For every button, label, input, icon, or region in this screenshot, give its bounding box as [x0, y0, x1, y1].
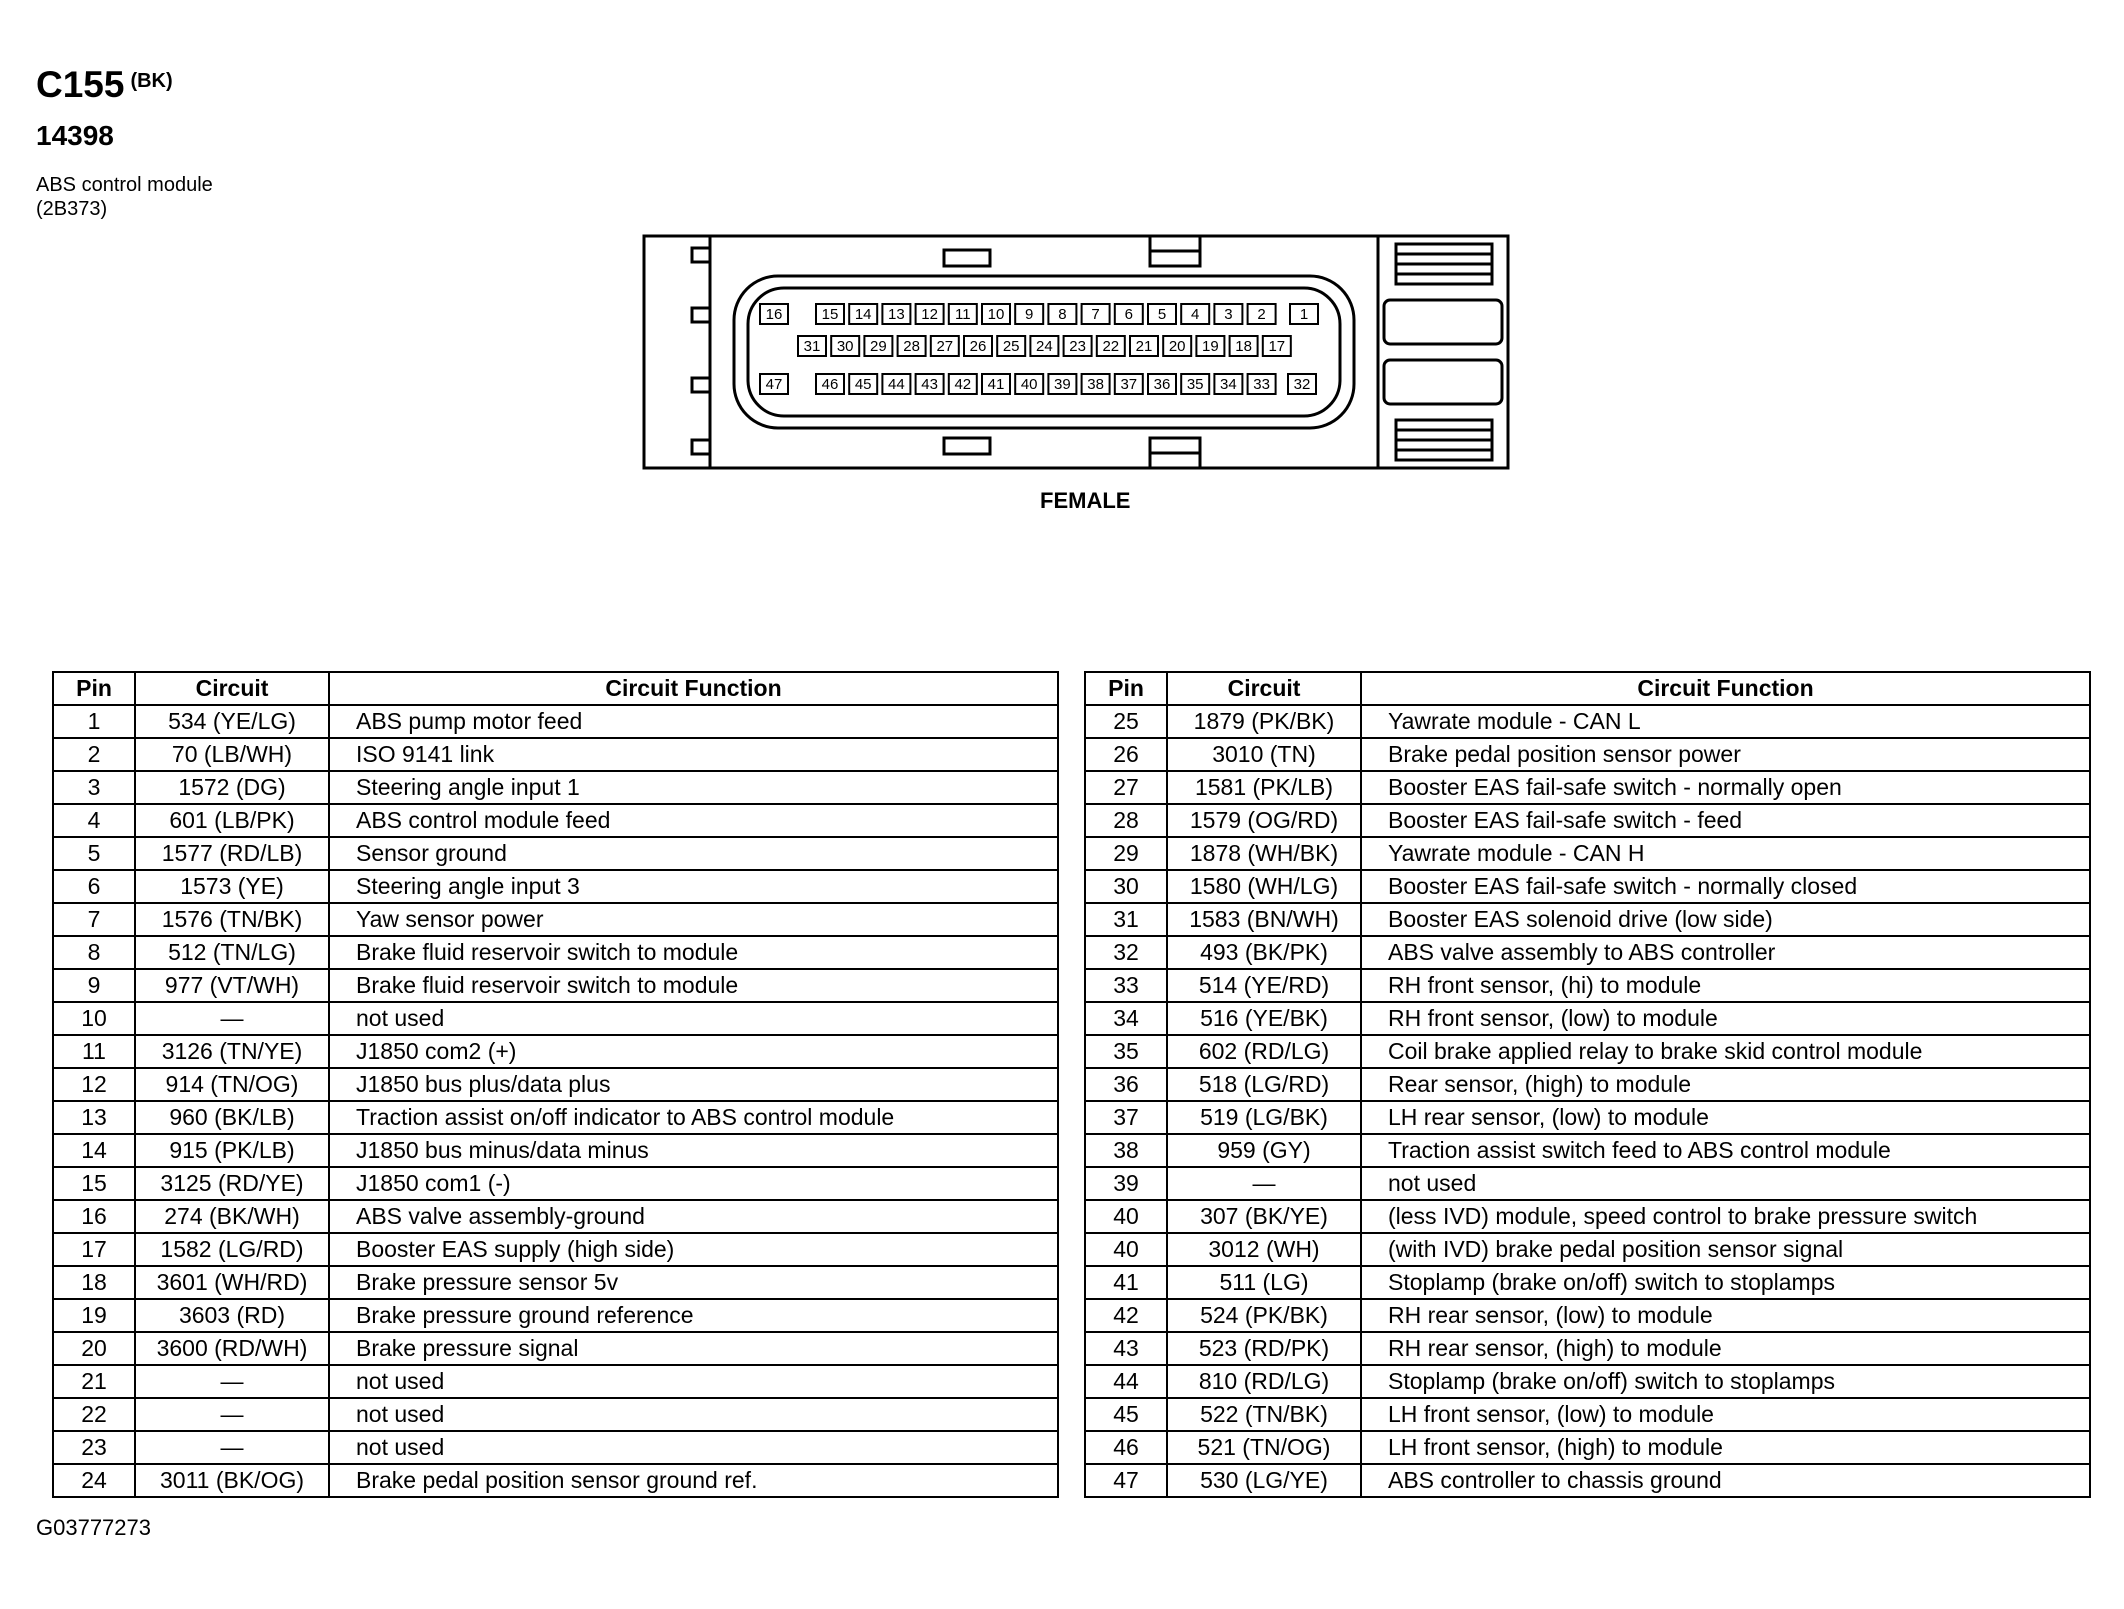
pin-label: 6 — [1124, 306, 1133, 323]
pin-cell: 18 — [53, 1266, 135, 1299]
function-cell: LH rear sensor, (low) to module — [1361, 1101, 2090, 1134]
pin-cell: 20 — [53, 1332, 135, 1365]
pin-cell: 46 — [1085, 1431, 1167, 1464]
table-row — [1085, 771, 2090, 804]
circuit-cell: 518 (LG/RD) — [1167, 1068, 1361, 1101]
circuit-cell: 960 (BK/LB) — [135, 1101, 329, 1134]
table-row — [1085, 804, 2090, 837]
pin-label: 45 — [854, 376, 872, 393]
pin-label: 3 — [1224, 306, 1233, 323]
latch-tab — [692, 378, 710, 392]
pin-cell: 47 — [1085, 1464, 1167, 1497]
pin-label: 7 — [1091, 306, 1100, 323]
table-row — [53, 1035, 1058, 1068]
function-cell: Yaw sensor power — [329, 903, 1058, 936]
pin-cell: 15 — [53, 1167, 135, 1200]
table-row — [53, 738, 1058, 771]
pin-cell: 27 — [1085, 771, 1167, 804]
pin-label: 35 — [1186, 376, 1204, 393]
pin-label: 2 — [1257, 306, 1266, 323]
pin-cell: 42 — [1085, 1299, 1167, 1332]
circuit-cell: 3011 (BK/OG) — [135, 1464, 329, 1497]
table-row — [1085, 936, 2090, 969]
function-cell: ABS valve assembly to ABS controller — [1361, 936, 2090, 969]
pin-label: 23 — [1069, 338, 1086, 355]
pin-cell: 35 — [1085, 1035, 1167, 1068]
module-code: (2B373) — [36, 198, 108, 220]
circuit-cell: 521 (TN/OG) — [1167, 1431, 1361, 1464]
table-row — [1085, 969, 2090, 1002]
function-cell: not used — [329, 1431, 1058, 1464]
circuit-cell: 3600 (RD/WH) — [135, 1332, 329, 1365]
circuit-cell: — — [135, 1365, 329, 1398]
circuit-cell: 3603 (RD) — [135, 1299, 329, 1332]
pin-label: 30 — [836, 338, 854, 355]
function-cell: Steering angle input 3 — [329, 870, 1058, 903]
function-cell: not used — [329, 1365, 1058, 1398]
latch-tab — [692, 440, 710, 454]
pin-label: 5 — [1157, 306, 1167, 323]
table-row — [1085, 1167, 2090, 1200]
function-cell: RH rear sensor, (high) to module — [1361, 1332, 2090, 1365]
function-cell: Brake pedal position sensor power — [1361, 738, 2090, 771]
table-header-row — [1085, 672, 2090, 705]
function-cell: (less IVD) module, speed control to brake pressure switch — [1361, 1200, 2090, 1233]
pin-cell: 8 — [53, 936, 135, 969]
pin-cell: 1 — [53, 705, 135, 738]
latch-tab — [692, 308, 710, 322]
pin-table-left — [52, 671, 1059, 1498]
pin-cell: 12 — [53, 1068, 135, 1101]
pin-label: 36 — [1153, 376, 1171, 393]
circuit-cell: 3126 (TN/YE) — [135, 1035, 329, 1068]
function-cell: Brake fluid reservoir switch to module — [329, 936, 1058, 969]
pin-cell: 2 — [53, 738, 135, 771]
table-row — [53, 969, 1058, 1002]
pin-label: 44 — [888, 376, 905, 393]
pin-cell: 7 — [53, 903, 135, 936]
function-cell: LH front sensor, (low) to module — [1361, 1398, 2090, 1431]
pin-cell: 39 — [1085, 1167, 1167, 1200]
pin-label: 43 — [921, 376, 938, 393]
table-row — [53, 1464, 1058, 1497]
circuit-cell: 915 (PK/LB) — [135, 1134, 329, 1167]
pin-label: 37 — [1120, 376, 1138, 393]
pin-cell: 22 — [53, 1398, 135, 1431]
table-row — [1085, 1266, 2090, 1299]
table-row — [1085, 870, 2090, 903]
circuit-cell: — — [135, 1431, 329, 1464]
pin-cell: 33 — [1085, 969, 1167, 1002]
table-row — [53, 903, 1058, 936]
table-row — [53, 1266, 1058, 1299]
table-row — [53, 771, 1058, 804]
pin-cell: 29 — [1085, 837, 1167, 870]
pin-column-header: Pin — [53, 672, 135, 705]
function-cell: J1850 bus plus/data plus — [329, 1068, 1058, 1101]
pin-cell: 14 — [53, 1134, 135, 1167]
function-cell: Rear sensor, (high) to module — [1361, 1068, 2090, 1101]
circuit-cell: 977 (VT/WH) — [135, 969, 329, 1002]
pin-label: 39 — [1054, 376, 1071, 393]
function-cell: ABS controller to chassis ground — [1361, 1464, 2090, 1497]
table-row — [53, 1101, 1058, 1134]
circuit-column-header: Circuit — [135, 672, 329, 705]
circuit-cell: — — [135, 1398, 329, 1431]
table-row — [53, 1002, 1058, 1035]
circuit-cell: 274 (BK/WH) — [135, 1200, 329, 1233]
pin-label: 29 — [870, 338, 887, 355]
function-cell: Coil brake applied relay to brake skid control module — [1361, 1035, 2090, 1068]
pin-cell: 16 — [53, 1200, 135, 1233]
pin-cell: 28 — [1085, 804, 1167, 837]
pin-cell: 34 — [1085, 1002, 1167, 1035]
function-cell: Traction assist on/off indicator to ABS control module — [329, 1101, 1058, 1134]
table-row — [1085, 1431, 2090, 1464]
pin-cell: 41 — [1085, 1266, 1167, 1299]
pin-label: 12 — [921, 306, 938, 323]
pin-label: 25 — [1002, 338, 1020, 355]
circuit-cell: 1878 (WH/BK) — [1167, 837, 1361, 870]
pin-cell: 13 — [53, 1101, 135, 1134]
figure-id: G03777273 — [36, 1515, 151, 1540]
function-cell: ABS pump motor feed — [329, 705, 1058, 738]
pin-cell: 40 — [1085, 1233, 1167, 1266]
pin-cell: 43 — [1085, 1332, 1167, 1365]
pin-cell: 3 — [53, 771, 135, 804]
table-row — [1085, 1101, 2090, 1134]
pin-cell: 38 — [1085, 1134, 1167, 1167]
pin-cell: 31 — [1085, 903, 1167, 936]
circuit-cell: 524 (PK/BK) — [1167, 1299, 1361, 1332]
function-cell: LH front sensor, (high) to module — [1361, 1431, 2090, 1464]
part-number: 14398 — [36, 120, 114, 151]
table-row — [53, 1365, 1058, 1398]
table-row — [1085, 1200, 2090, 1233]
pin-label: 13 — [888, 306, 905, 323]
function-cell: RH front sensor, (hi) to module — [1361, 969, 2090, 1002]
pin-label: 32 — [1293, 376, 1311, 393]
function-cell: Stoplamp (brake on/off) switch to stoplamps — [1361, 1266, 2090, 1299]
circuit-cell: 522 (TN/BK) — [1167, 1398, 1361, 1431]
pin-label: 42 — [954, 376, 972, 393]
circuit-cell: — — [1167, 1167, 1361, 1200]
table-row — [53, 1299, 1058, 1332]
circuit-cell: 70 (LB/WH) — [135, 738, 329, 771]
function-cell: Brake pressure ground reference — [329, 1299, 1058, 1332]
pin-label: 46 — [821, 376, 839, 393]
pin-cell: 36 — [1085, 1068, 1167, 1101]
function-cell: Booster EAS supply (high side) — [329, 1233, 1058, 1266]
module-name: ABS control module — [36, 174, 213, 196]
pin-label: 19 — [1202, 338, 1219, 355]
pin-label: 1 — [1299, 306, 1309, 323]
pin-cell: 6 — [53, 870, 135, 903]
pin-label: 20 — [1168, 338, 1186, 355]
circuit-cell: 1572 (DG) — [135, 771, 329, 804]
table-header-row — [53, 672, 1058, 705]
pin-cell: 10 — [53, 1002, 135, 1035]
table-row — [53, 1233, 1058, 1266]
pin-label: 16 — [765, 306, 783, 323]
function-cell: Brake pressure signal — [329, 1332, 1058, 1365]
circuit-cell: 3601 (WH/RD) — [135, 1266, 329, 1299]
function-cell: Booster EAS fail-safe switch - normally closed — [1361, 870, 2090, 903]
connector-number: C155 — [36, 64, 125, 105]
pin-cell: 26 — [1085, 738, 1167, 771]
function-cell: RH rear sensor, (low) to module — [1361, 1299, 2090, 1332]
connector-color-code: (BK) — [130, 70, 173, 92]
table-row — [53, 1068, 1058, 1101]
circuit-cell: 1583 (BN/WH) — [1167, 903, 1361, 936]
pin-label: 38 — [1087, 376, 1104, 393]
table-row — [1085, 738, 2090, 771]
table-row — [1085, 705, 2090, 738]
function-cell: Brake pedal position sensor ground ref. — [329, 1464, 1058, 1497]
table-row — [1085, 1233, 2090, 1266]
pin-column-header: Pin — [1085, 672, 1167, 705]
pin-cell: 19 — [53, 1299, 135, 1332]
pin-cell: 40 — [1085, 1200, 1167, 1233]
pin-cell: 21 — [53, 1365, 135, 1398]
table-row — [1085, 1365, 2090, 1398]
pin-label: 17 — [1268, 338, 1286, 355]
pin-cell: 24 — [53, 1464, 135, 1497]
table-row — [1085, 1299, 2090, 1332]
function-cell: Sensor ground — [329, 837, 1058, 870]
table-row — [1085, 1002, 2090, 1035]
pin-label: 31 — [803, 338, 821, 355]
pin-cell: 9 — [53, 969, 135, 1002]
circuit-cell: 601 (LB/PK) — [135, 804, 329, 837]
pin-label: 33 — [1253, 376, 1270, 393]
circuit-cell: 523 (RD/PK) — [1167, 1332, 1361, 1365]
circuit-cell: 1573 (YE) — [135, 870, 329, 903]
latch-tab — [692, 248, 710, 262]
circuit-cell: 514 (YE/RD) — [1167, 969, 1361, 1002]
circuit-cell: 1580 (WH/LG) — [1167, 870, 1361, 903]
table-row — [53, 936, 1058, 969]
function-cell: ABS valve assembly-ground — [329, 1200, 1058, 1233]
table-row — [53, 1200, 1058, 1233]
circuit-cell: 959 (GY) — [1167, 1134, 1361, 1167]
table-row — [53, 1398, 1058, 1431]
circuit-cell: 1577 (RD/LB) — [135, 837, 329, 870]
pin-cell: 11 — [53, 1035, 135, 1068]
circuit-column-header: Circuit — [1167, 672, 1361, 705]
table-row — [1085, 1398, 2090, 1431]
function-cell: Traction assist switch feed to ABS control module — [1361, 1134, 2090, 1167]
table-row — [53, 1167, 1058, 1200]
pin-label: 24 — [1036, 338, 1053, 355]
function-cell: J1850 com2 (+) — [329, 1035, 1058, 1068]
circuit-cell: 1879 (PK/BK) — [1167, 705, 1361, 738]
circuit-cell: 512 (TN/LG) — [135, 936, 329, 969]
circuit-cell: 519 (LG/BK) — [1167, 1101, 1361, 1134]
pin-label: 9 — [1025, 306, 1034, 323]
key-slot — [944, 250, 990, 266]
pin-cell: 32 — [1085, 936, 1167, 969]
function-cell: Stoplamp (brake on/off) switch to stoplamps — [1361, 1365, 2090, 1398]
pin-label: 18 — [1235, 338, 1252, 355]
pin-cell: 4 — [53, 804, 135, 837]
circuit-cell: 511 (LG) — [1167, 1266, 1361, 1299]
pin-label: 34 — [1220, 376, 1237, 393]
function-cell: Yawrate module - CAN H — [1361, 837, 2090, 870]
function-cell: J1850 com1 (-) — [329, 1167, 1058, 1200]
pin-cell: 17 — [53, 1233, 135, 1266]
table-row — [1085, 1332, 2090, 1365]
function-cell: J1850 bus minus/data minus — [329, 1134, 1058, 1167]
circuit-cell: 810 (RD/LG) — [1167, 1365, 1361, 1398]
circuit-cell: 307 (BK/YE) — [1167, 1200, 1361, 1233]
table-row — [53, 1332, 1058, 1365]
pin-label: 40 — [1020, 376, 1038, 393]
function-cell: (with IVD) brake pedal position sensor signal — [1361, 1233, 2090, 1266]
function-cell: Booster EAS fail-safe switch - feed — [1361, 804, 2090, 837]
pin-label: 10 — [987, 306, 1005, 323]
circuit-cell: 516 (YE/BK) — [1167, 1002, 1361, 1035]
pin-label: 41 — [987, 376, 1005, 393]
table-row — [1085, 903, 2090, 936]
pin-label: 22 — [1102, 338, 1120, 355]
table-row — [1085, 1134, 2090, 1167]
pin-label: 15 — [821, 306, 839, 323]
table-row — [53, 804, 1058, 837]
pin-label: 11 — [955, 306, 971, 323]
circuit-cell: 1579 (OG/RD) — [1167, 804, 1361, 837]
pin-label: 28 — [903, 338, 920, 355]
key-slot — [944, 438, 990, 454]
function-cell: ISO 9141 link — [329, 738, 1058, 771]
table-row — [53, 870, 1058, 903]
pin-cell: 44 — [1085, 1365, 1167, 1398]
table-row — [1085, 837, 2090, 870]
function-cell: Brake fluid reservoir switch to module — [329, 969, 1058, 1002]
circuit-cell: 3125 (RD/YE) — [135, 1167, 329, 1200]
pin-table-right — [1084, 671, 2091, 1498]
circuit-cell: 3010 (TN) — [1167, 738, 1361, 771]
function-cell: Steering angle input 1 — [329, 771, 1058, 804]
pin-label: 26 — [969, 338, 987, 355]
circuit-cell: 602 (RD/LG) — [1167, 1035, 1361, 1068]
connector-face-diagram — [0, 0, 2124, 620]
table-row — [1085, 1464, 2090, 1497]
pin-cell: 5 — [53, 837, 135, 870]
circuit-cell: — — [135, 1002, 329, 1035]
table-row — [1085, 1068, 2090, 1101]
function-cell: Yawrate module - CAN L — [1361, 705, 2090, 738]
circuit-cell: 1576 (TN/BK) — [135, 903, 329, 936]
circuit-cell: 530 (LG/YE) — [1167, 1464, 1361, 1497]
circuit-cell: 1581 (PK/LB) — [1167, 771, 1361, 804]
pin-cell: 37 — [1085, 1101, 1167, 1134]
circuit-cell: 914 (TN/OG) — [135, 1068, 329, 1101]
circuit-cell: 3012 (WH) — [1167, 1233, 1361, 1266]
circuit-cell: 1582 (LG/RD) — [135, 1233, 329, 1266]
table-row — [53, 705, 1058, 738]
function-cell: not used — [329, 1398, 1058, 1431]
function-cell: ABS control module feed — [329, 804, 1058, 837]
table-row — [53, 837, 1058, 870]
pin-cell: 45 — [1085, 1398, 1167, 1431]
function-cell: RH front sensor, (low) to module — [1361, 1002, 2090, 1035]
function-cell: not used — [1361, 1167, 2090, 1200]
pin-cell: 23 — [53, 1431, 135, 1464]
pin-cell: 30 — [1085, 870, 1167, 903]
table-row — [53, 1431, 1058, 1464]
pin-label: 14 — [854, 306, 872, 323]
function-column-header: Circuit Function — [329, 672, 1058, 705]
pin-cell: 25 — [1085, 705, 1167, 738]
connector-gender-label: FEMALE — [1040, 488, 1131, 513]
function-cell: not used — [329, 1002, 1058, 1035]
circuit-cell: 534 (YE/LG) — [135, 705, 329, 738]
function-cell: Booster EAS fail-safe switch - normally open — [1361, 771, 2090, 804]
table-row — [53, 1134, 1058, 1167]
pin-label: 8 — [1058, 306, 1067, 323]
table-row — [1085, 1035, 2090, 1068]
function-cell: Booster EAS solenoid drive (low side) — [1361, 903, 2090, 936]
circuit-cell: 493 (BK/PK) — [1167, 936, 1361, 969]
function-column-header: Circuit Function — [1361, 672, 2090, 705]
pin-label: 27 — [936, 338, 954, 355]
function-cell: Brake pressure sensor 5v — [329, 1266, 1058, 1299]
pin-label: 47 — [765, 376, 783, 393]
pin-label: 4 — [1191, 306, 1200, 323]
pin-label: 21 — [1135, 338, 1153, 355]
